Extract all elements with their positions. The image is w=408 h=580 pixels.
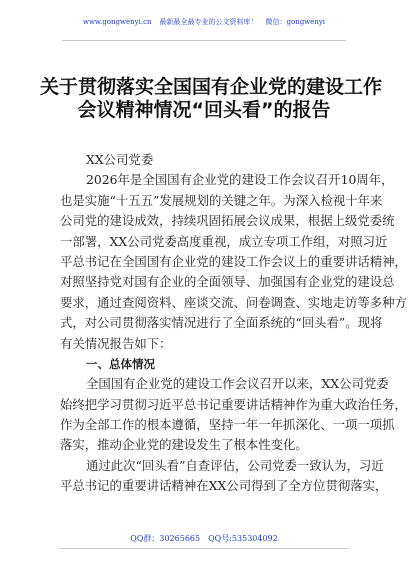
page-footer bbox=[0, 534, 408, 544]
paragraph-line: 落实，推动企业党的建设发生了根本性变化。 bbox=[60, 437, 308, 453]
document-body bbox=[60, 150, 407, 497]
paragraph-line: 通过此次“回头看”自查评估，公司党委一致认为，习近 bbox=[86, 457, 384, 473]
header-divider bbox=[62, 40, 346, 41]
paragraph-line: 作为全部工作的根本遵循，坚持一年一年抓深化、一项一项抓 bbox=[60, 417, 395, 433]
paragraph-line: 有关情况报告如下： bbox=[60, 335, 172, 351]
paragraph-line: 全国国有企业党的建设工作会议召开以来，XX公司党委 bbox=[86, 376, 389, 392]
footer-divider bbox=[60, 548, 348, 549]
paragraph-line: 一部署，XX公司党委高度重视，成立专项工作组，对照习近 bbox=[60, 233, 388, 249]
document-title bbox=[40, 76, 383, 122]
addressee: XX公司党委 bbox=[86, 152, 154, 167]
paragraph-line: 2026年是全国国有企业党的建设工作会议召开10周年， bbox=[86, 172, 394, 188]
header-wechat: 微信：gongwenyi bbox=[265, 18, 326, 26]
paragraph-line: 公司党的建设成效，持续巩固拓展会议成果，根据上级党委统 bbox=[60, 213, 395, 229]
paragraph-line: 要求，通过查阅资料、座谈交流、问卷调查、实地走访等多种方 bbox=[60, 294, 407, 310]
header-slogan: 最新最全最专业的公文资料库！ bbox=[159, 18, 258, 26]
title-line: 会议精神情况“回头看”的报告 bbox=[77, 99, 331, 121]
header-site-url[interactable]: www.gongwenyi.cn bbox=[82, 18, 152, 26]
paragraph-line: 平总书记在全国国有企业党的建设工作会议上的重要讲话精神， bbox=[60, 253, 407, 269]
section-heading: 一、总体情况 bbox=[86, 356, 155, 371]
page-header bbox=[0, 18, 408, 27]
paragraph-line: 对照坚持党对国有企业的全面领导、加强国有企业党的建设总 bbox=[60, 274, 395, 290]
paragraph-line: 始终把学习贯彻习近平总书记重要讲话精神作为重大政治任务， bbox=[60, 396, 407, 412]
footer-qq-number: QQ号:535304092 bbox=[208, 534, 278, 543]
footer-qq-group: QQ群：30265665 bbox=[130, 534, 201, 543]
paragraph-line: 平总书记的重要讲话精神在XX公司得到了全方位贯彻落实， bbox=[60, 478, 388, 494]
paragraph-line: 也是实施“十五五”发展规划的关键之年。为深入检视十年来 bbox=[60, 192, 383, 208]
title-line: 关于贯彻落实全国国有企业党的建设工作 bbox=[40, 76, 383, 98]
paragraph-line: 式，对公司贯彻落实情况进行了全面系统的“回头看”。现将 bbox=[60, 315, 383, 331]
